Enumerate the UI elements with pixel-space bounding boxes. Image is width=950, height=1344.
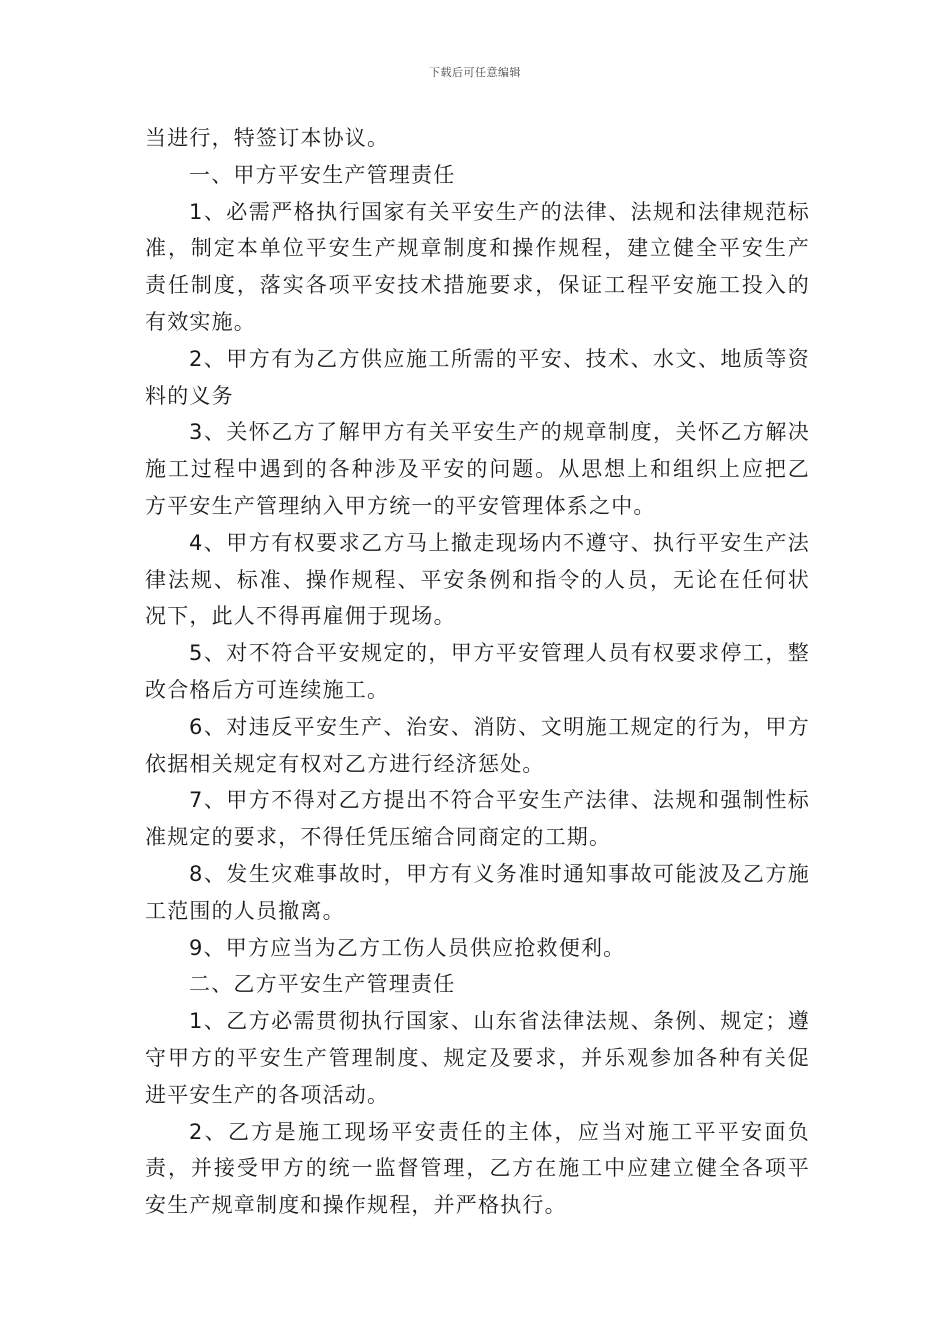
paragraph: 1、乙方必需贯彻执行国家、山东省法律法规、条例、规定；遵守甲方的平安生产管理制度、规定及要求，并乐观参加各种有关促进平安生产的各项活动。 — [145, 1009, 810, 1107]
section-heading: 二、乙方平安生产管理责任 — [189, 972, 456, 997]
paragraph: 5、对不符合平安规定的，甲方平安管理人员有权要求停工，整改合格后方可连续施工。 — [145, 641, 810, 702]
document-body — [145, 120, 810, 1224]
paragraph: 2、甲方有为乙方供应施工所需的平安、技术、水文、地质等资料的义务 — [145, 346, 810, 408]
paragraph: 4、甲方有权要求乙方马上撤走现场内不遵守、执行平安生产法律法规、标准、操作规程、平安条例和指令的人员，无论在任何状况下，此人不得再雇佣于现场。 — [145, 530, 810, 629]
section-heading: 一、甲方平安生产管理责任 — [189, 162, 456, 187]
paragraph: 9、甲方应当为乙方工伤人员供应抢救便利。 — [189, 935, 626, 960]
paragraph: 8、发生灾难事故时，甲方有义务准时通知事故可能波及乙方施工范围的人员撤离。 — [145, 861, 810, 923]
paragraph: 7、甲方不得对乙方提出不符合平安生产法律、法规和强制性标准规定的要求，不得任凭压缩合同商定的工期。 — [145, 788, 810, 850]
paragraph: 6、对违反平安生产、治安、消防、文明施工规定的行为，甲方依据相关规定有权对乙方进行经济惩处。 — [145, 714, 810, 776]
paragraph: 2、乙方是施工现场平安责任的主体，应当对施工平平安面负责，并接受甲方的统一监督管理，乙方在施工中应建立健全各项平安生产规章制度和操作规程，并严格执行。 — [145, 1119, 810, 1218]
page-header: 下载后可任意编辑 — [429, 66, 521, 79]
paragraph: 3、关怀乙方了解甲方有关平安生产的规章制度，关怀乙方解决施工过程中遇到的各种涉及平安的问题。从思想上和组织上应把乙方平安生产管理纳入甲方统一的平安管理体系之中。 — [145, 420, 810, 518]
paragraph: 1、必需严格执行国家有关平安生产的法律、法规和法律规范标准，制定本单位平安生产规章制度和操作规程，建立健全平安生产责任制度，落实各项平安技术措施要求，保证工程平安施工投入的有效实施。 — [145, 199, 810, 334]
paragraph: 当进行，特签订本协议。 — [145, 126, 390, 150]
